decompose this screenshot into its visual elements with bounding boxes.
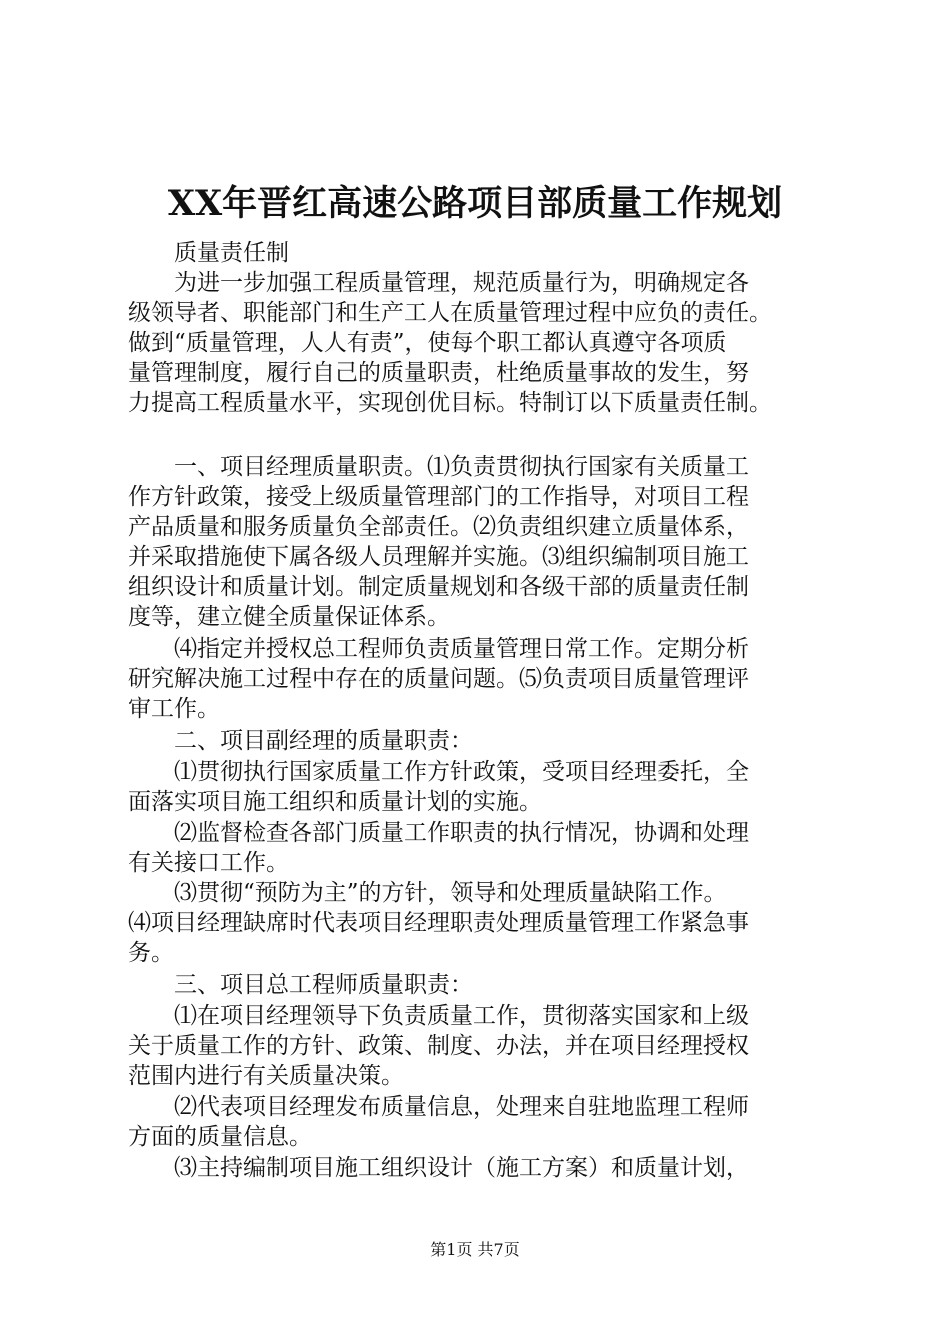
body-line: 质量责任制 (128, 240, 289, 266)
body-line: ⑵监督检查各部门质量工作职责的执行情况，协调和处理 (128, 820, 749, 846)
body-line: ⑴在项目经理领导下负责质量工作，贯彻落实国家和上级 (128, 1003, 749, 1029)
body-line: 量管理制度，履行自己的质量职责，杜绝质量事故的发生，努 (128, 360, 749, 386)
body-line: 级领导者、职能部门和生产工人在质量管理过程中应负的责任。 (128, 300, 772, 326)
body-line: 三、项目总工程师质量职责： (128, 972, 473, 998)
body-line: 务。 (128, 940, 174, 966)
body-line: 研究解决施工过程中存在的质量问题。⑸负责项目质量管理评 (128, 666, 749, 692)
body-line: 面落实项目施工组织和质量计划的实施。 (128, 789, 542, 815)
document-title: XX年晋红高速公路项目部质量工作规划 (167, 183, 783, 224)
body-line: 度等，建立健全质量保证体系。 (128, 604, 450, 630)
page-number-footer: 第1页 共7页 (430, 1240, 520, 1259)
body-line: 有关接口工作。 (128, 850, 289, 876)
body-line: ⑶贯彻“预防为主”的方针，领导和处理质量缺陷工作。 (128, 880, 727, 906)
body-line: 作方针政策，接受上级质量管理部门的工作指导，对项目工程 (128, 484, 749, 510)
body-line: ⑵代表项目经理发布质量信息，处理来自驻地监理工程师 (128, 1094, 749, 1120)
body-line: 一、项目经理质量职责。⑴负责贯彻执行国家有关质量工 (128, 454, 749, 480)
body-line: 审工作。 (128, 696, 220, 722)
body-line: 二、项目副经理的质量职责： (128, 728, 473, 754)
body-line: 做到“质量管理，人人有责”，使每个职工都认真遵守各项质 (128, 330, 727, 356)
body-line: 组织设计和质量计划。制定质量规划和各级干部的质量责任制 (128, 574, 749, 600)
body-line: ⑶主持编制项目施工组织设计（施工方案）和质量计划， (128, 1155, 749, 1181)
body-line: 关于质量工作的方针、政策、制度、办法，并在项目经理授权 (128, 1033, 749, 1059)
body-line: ⑴贯彻执行国家质量工作方针政策，受项目经理委托，全 (128, 759, 749, 785)
body-line: 并采取措施使下属各级人员理解并实施。⑶组织编制项目施工 (128, 544, 749, 570)
body-line: 方面的质量信息。 (128, 1124, 312, 1150)
body-line: ⑷项目经理缺席时代表项目经理职责处理质量管理工作紧急事 (128, 910, 749, 936)
body-line: 产品质量和服务质量负全部责任。⑵负责组织建立质量体系， (128, 514, 749, 540)
body-line: 范围内进行有关质量决策。 (128, 1063, 404, 1089)
body-line: 为进一步加强工程质量管理，规范质量行为，明确规定各 (128, 270, 749, 296)
body-line: ⑷指定并授权总工程师负责质量管理日常工作。定期分析 (128, 636, 749, 662)
body-line: 力提高工程质量水平，实现创优目标。特制订以下质量责任制。 (128, 390, 772, 416)
